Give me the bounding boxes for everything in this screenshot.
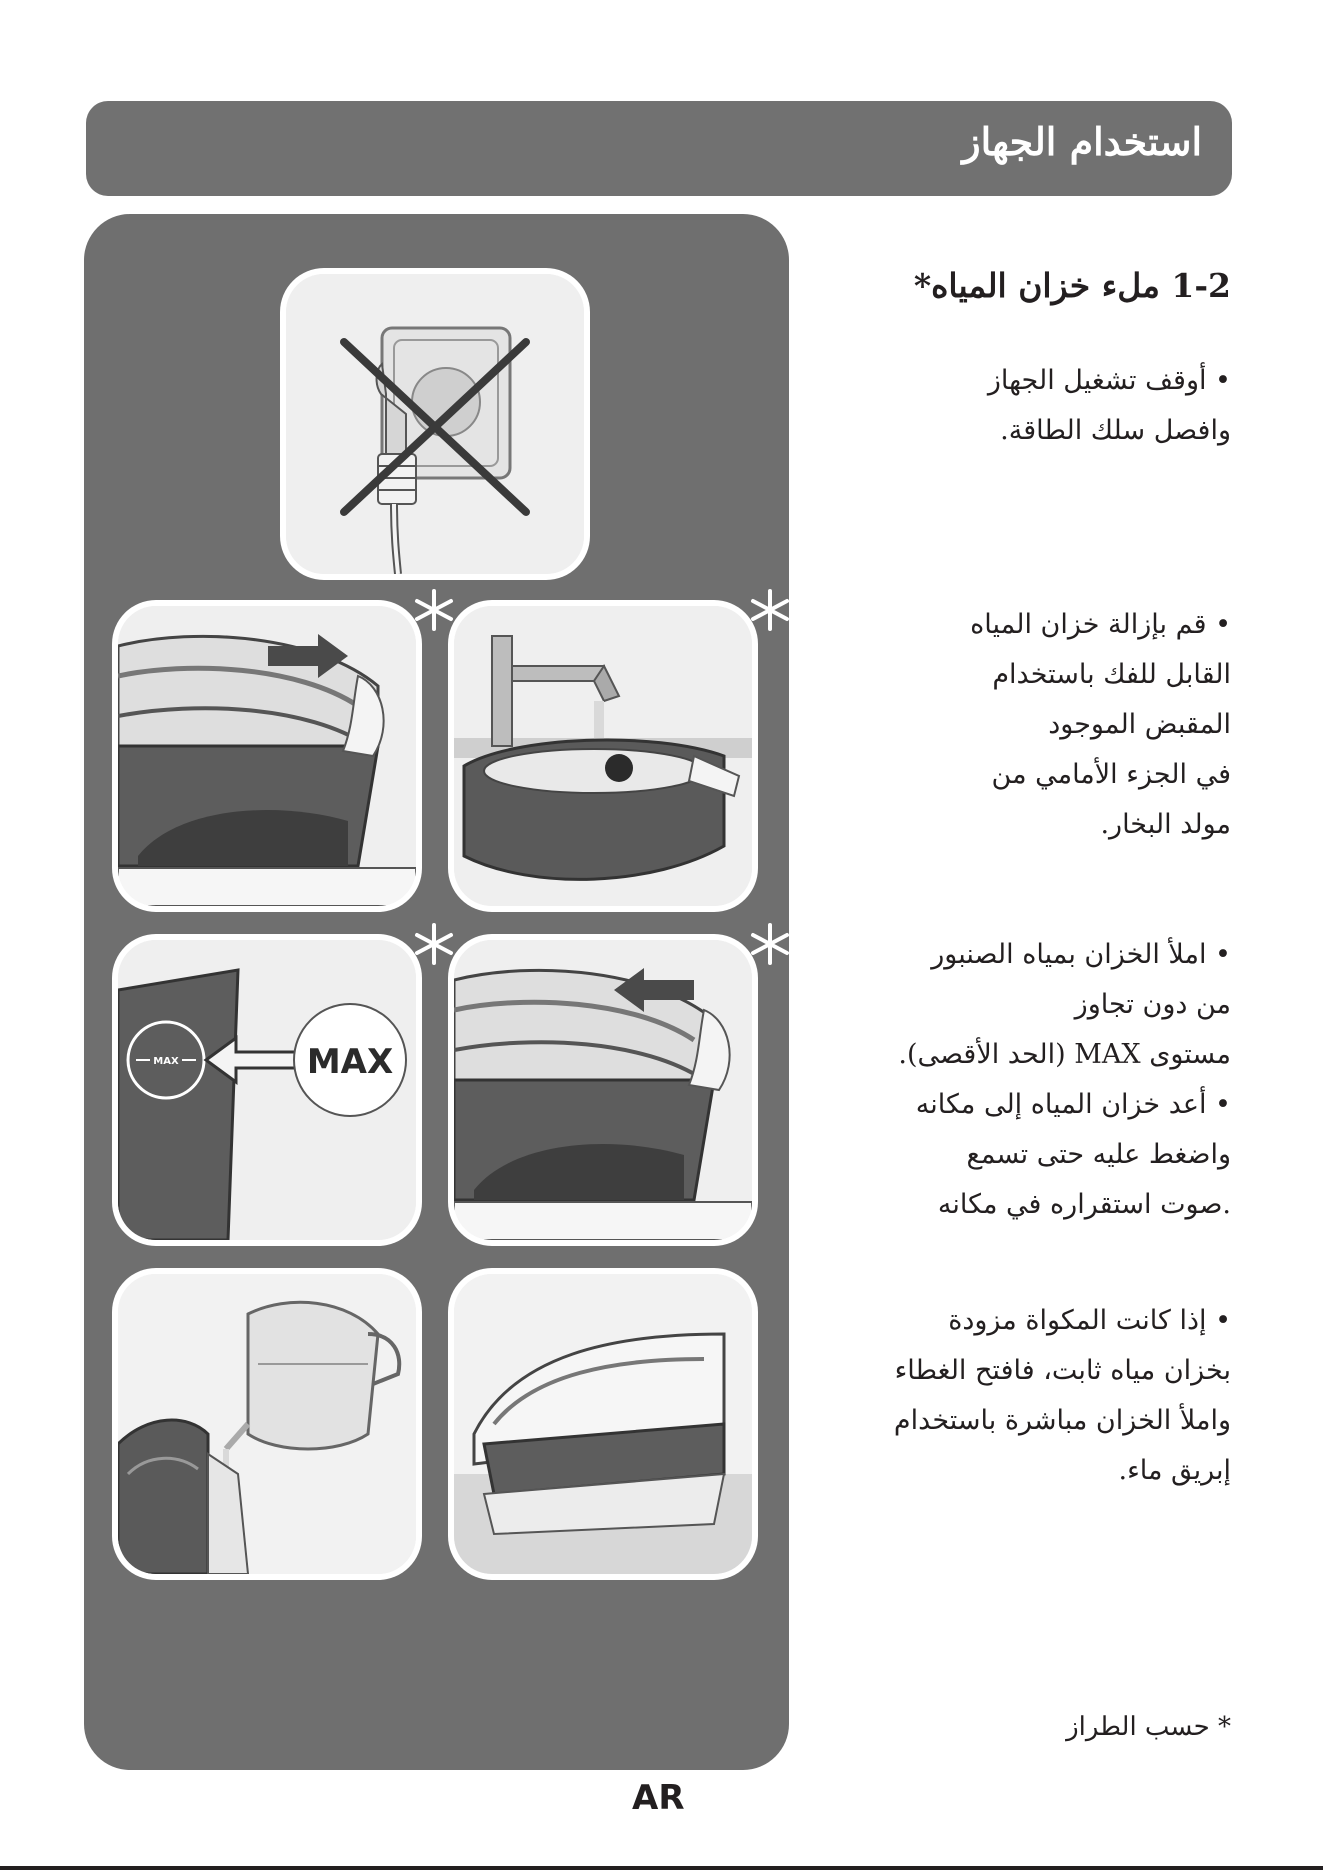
max-level-illustration	[112, 934, 422, 1246]
fixed-tank-illustration	[448, 1268, 758, 1580]
bottom-rule	[0, 1866, 1323, 1870]
jug-fill-illustration	[112, 1268, 422, 1580]
section-header-bar	[86, 101, 1232, 196]
instruction-fill-reinsert	[898, 930, 1231, 1230]
language-code: AR	[632, 1778, 685, 1818]
page-title: استخدام الجهاز	[962, 119, 1202, 164]
instruction-line: مستوى MAX (الحد الأقصى).	[898, 1039, 1231, 1070]
instruction-line: بخزان مياه ثابت، فافتح الغطاء	[894, 1355, 1231, 1386]
instruction-line: القابل للفك باستخدام	[992, 659, 1231, 690]
instruction-line: في الجزء الأمامي من	[991, 759, 1231, 790]
instruction-line: • قم بإزالة خزان المياه	[970, 609, 1231, 640]
asterisk-icon	[748, 922, 792, 966]
instruction-line: من دون تجاوز	[1074, 989, 1231, 1020]
instruction-line: واضغط عليه حتى تسمع	[966, 1139, 1231, 1170]
instruction-fixed-tank	[894, 1296, 1231, 1496]
instruction-unplug	[988, 356, 1231, 456]
instruction-line: • أوقف تشغيل الجهاز	[987, 365, 1231, 396]
max-small-label: MAX	[153, 1056, 179, 1067]
instruction-line: .صوت استقراره في مكانه	[937, 1189, 1231, 1220]
unplug-illustration	[280, 268, 590, 580]
instruction-line: • أعد خزان المياه إلى مكانه	[915, 1089, 1231, 1120]
asterisk-icon	[412, 588, 456, 632]
max-label: MAX	[306, 1042, 394, 1082]
instruction-line: • إذا كانت المكواة مزودة	[948, 1305, 1231, 1336]
instruction-line: مولد البخار.	[1100, 809, 1231, 840]
asterisk-icon	[412, 922, 456, 966]
asterisk-icon	[748, 588, 792, 632]
instruction-line: إبريق ماء.	[1118, 1455, 1231, 1486]
instruction-line: • املأ الخزان بمياه الصنبور	[931, 939, 1231, 970]
reinsert-tank-illustration	[448, 934, 758, 1246]
instruction-remove-tank	[970, 600, 1231, 850]
model-footnote: * حسب الطراز	[1066, 1712, 1231, 1742]
section-title: 1-2 ملء خزان المياه*	[913, 266, 1231, 305]
instruction-line: المقبض الموجود	[1048, 709, 1231, 740]
remove-tank-illustration	[112, 600, 422, 912]
instruction-line: واملأ الخزان مباشرة باستخدام	[893, 1405, 1231, 1436]
instruction-line: وافصل سلك الطاقة.	[1000, 415, 1231, 446]
fill-tap-illustration	[448, 600, 758, 912]
